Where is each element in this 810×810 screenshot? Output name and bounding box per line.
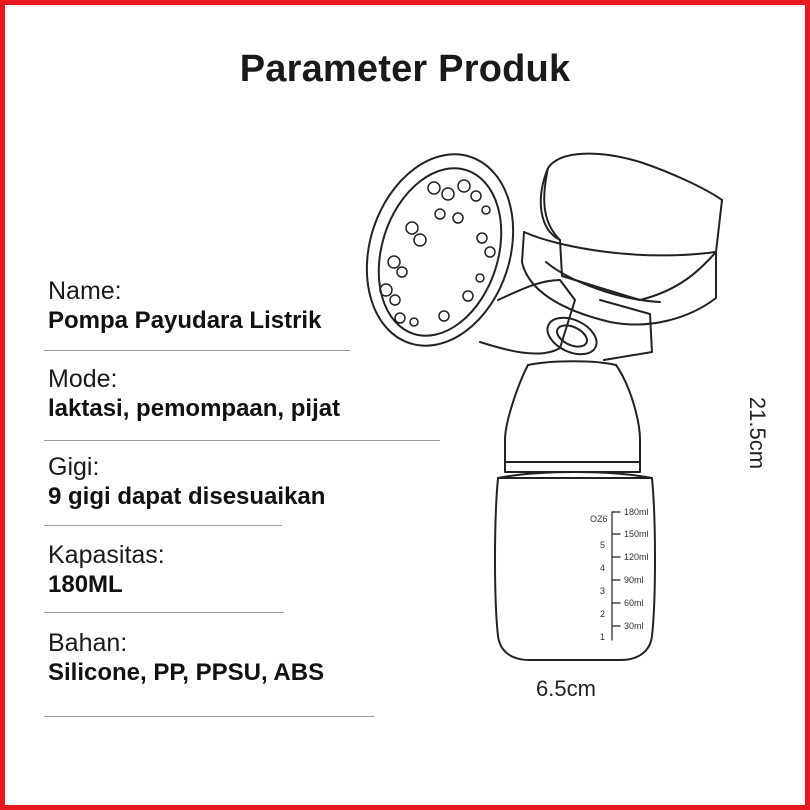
breast-pump-illustration bbox=[340, 140, 740, 670]
bottle-collar bbox=[505, 361, 640, 472]
ml-mark: 30ml bbox=[624, 621, 644, 631]
spec-name-label: Name: bbox=[48, 277, 122, 305]
spec-gear bbox=[48, 452, 325, 512]
page-title: Parameter Produk bbox=[239, 48, 571, 90]
ml-mark: 60ml bbox=[624, 598, 644, 608]
height-dimension-label: 21.5cm bbox=[745, 396, 770, 470]
spec-material-label: Bahan: bbox=[48, 629, 128, 657]
ml-mark: 90ml bbox=[624, 575, 644, 585]
ml-mark: 180ml bbox=[624, 507, 649, 517]
oz-mark: 2 bbox=[600, 609, 606, 619]
oz-mark: 4 bbox=[600, 563, 606, 573]
motor-unit bbox=[522, 154, 722, 362]
spec-material bbox=[48, 628, 324, 688]
ml-mark: 150ml bbox=[624, 529, 649, 539]
spec-material-value: Silicone, PP, PPSU, ABS bbox=[48, 659, 325, 686]
height-dimension bbox=[737, 383, 777, 483]
divider bbox=[44, 716, 374, 717]
spec-mode bbox=[48, 364, 340, 424]
spec-mode-value: laktasi, pemompaan, pijat bbox=[48, 395, 341, 422]
oz-mark: 5 bbox=[600, 540, 606, 550]
oz-label: OZ6 bbox=[590, 514, 608, 524]
divider bbox=[44, 525, 282, 526]
spec-capacity-label: Kapasitas: bbox=[48, 541, 165, 569]
spec-name-value: Pompa Payudara Listrik bbox=[48, 307, 322, 334]
spec-capacity bbox=[48, 540, 165, 600]
spec-gear-label: Gigi: bbox=[48, 453, 100, 481]
spec-name bbox=[48, 276, 321, 336]
width-dimension-label: 6.5cm bbox=[536, 676, 596, 701]
divider bbox=[44, 612, 284, 613]
spec-gear-value: 9 gigi dapat disesuaikan bbox=[48, 483, 326, 510]
spec-capacity-value: 180ML bbox=[48, 571, 123, 598]
oz-mark: 1 bbox=[600, 632, 606, 642]
oz-mark: 3 bbox=[600, 586, 606, 596]
ml-mark: 120ml bbox=[624, 552, 649, 562]
bottle-body bbox=[495, 472, 655, 660]
spec-mode-label: Mode: bbox=[48, 365, 118, 393]
flange bbox=[343, 140, 575, 365]
divider bbox=[44, 350, 350, 351]
bottle-scale-ticks bbox=[612, 512, 620, 640]
